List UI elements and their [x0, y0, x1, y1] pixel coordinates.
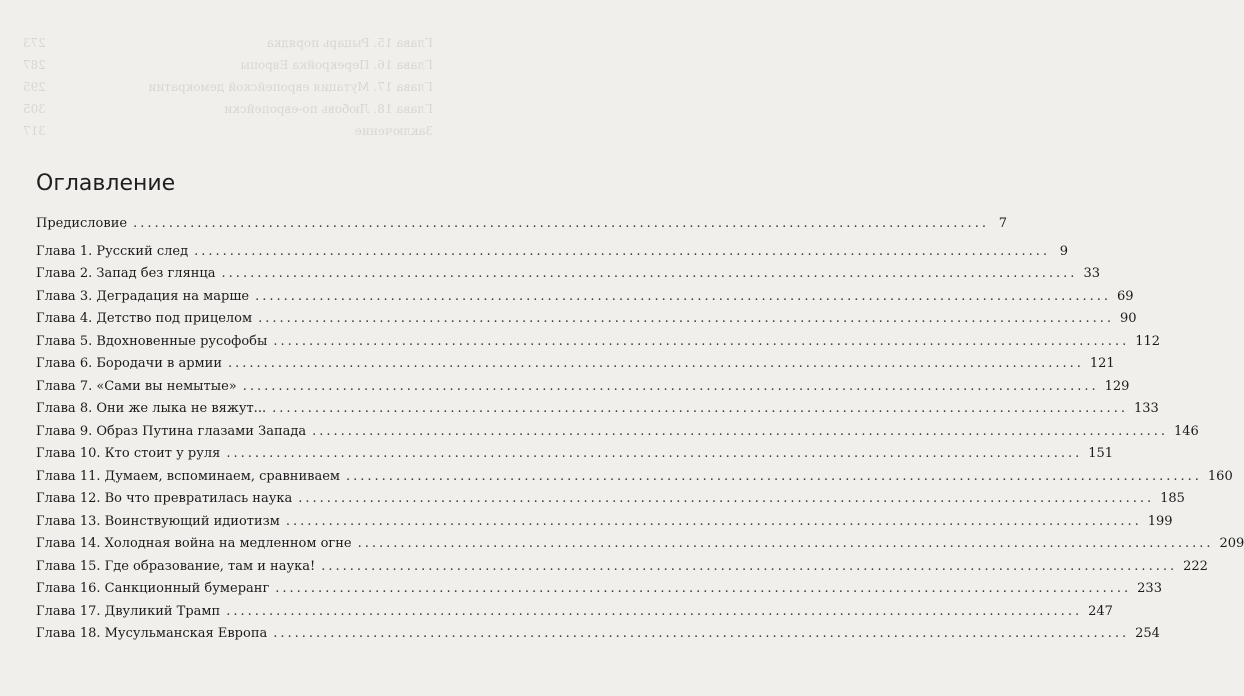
- dot-leader: ........................................................................................................................: [273, 334, 1130, 349]
- toc-entry-title: Глава 14. Холодная война на медленном огне: [36, 536, 352, 551]
- toc-entry-page: 151: [1088, 446, 1114, 461]
- toc-entry-title: Глава 8. Они же лыка не вяжут...: [36, 401, 267, 416]
- toc-entry-title: Глава 12. Во что превратилась наука: [36, 491, 293, 506]
- toc-entry-title: Глава 6. Бородачи в армии: [36, 356, 222, 371]
- toc-entry-page: 233: [1137, 581, 1162, 596]
- toc-entry-page: 209: [1219, 536, 1244, 551]
- toc-entry-page: 69: [1117, 289, 1134, 304]
- bleed-line: Глава 17. Мутация европейской демократии 295: [23, 80, 433, 94]
- dot-leader: ........................................................................................................................: [298, 491, 1155, 506]
- toc-entry-title: Глава 17. Двуликий Трамп: [36, 604, 221, 619]
- toc-entry-page: 129: [1104, 379, 1130, 394]
- dot-leader: ........................................................................................................................: [133, 216, 989, 231]
- toc-entry[interactable]: [36, 241, 1069, 263]
- toc-entry[interactable]: [36, 263, 1100, 285]
- dot-leader: ........................................................................................................................: [346, 469, 1202, 484]
- dot-leader: ........................................................................................................................: [228, 356, 1084, 371]
- toc-entry[interactable]: [36, 556, 1208, 578]
- toc-entry-title: Глава 16. Санкционный бумеранг: [36, 581, 270, 596]
- dot-leader: ........................................................................................................................: [273, 626, 1130, 641]
- toc-entry[interactable]: [36, 578, 1162, 600]
- dot-leader: ........................................................................................................................: [255, 289, 1112, 304]
- toc-entry[interactable]: [36, 601, 1113, 623]
- toc-entry-title: Глава 15. Где образование, там и наука!: [36, 559, 316, 574]
- dot-leader: ........................................................................................................................: [275, 581, 1132, 596]
- toc-entry-title: Глава 18. Мусульманская Европа: [36, 626, 268, 641]
- toc-entry[interactable]: [36, 331, 1161, 353]
- dot-leader: ........................................................................................................................: [226, 604, 1083, 619]
- toc-entry[interactable]: [36, 488, 1185, 510]
- toc-entry[interactable]: [36, 398, 1159, 420]
- toc-entry-title: Глава 7. «Сами вы немытые»: [36, 379, 237, 394]
- toc-entry[interactable]: [36, 308, 1137, 330]
- toc-entry[interactable]: [36, 213, 1007, 235]
- toc-entry-title: Глава 5. Вдохновенные русофобы: [36, 334, 268, 349]
- dot-leader: ........................................................................................................................: [312, 424, 1169, 439]
- toc-entry[interactable]: [36, 376, 1130, 398]
- toc-entry-title: Глава 2. Запад без глянца: [36, 266, 216, 281]
- bleed-line: Глава 18. Любовь по-европейски 305: [23, 102, 433, 116]
- toc-entry[interactable]: [36, 421, 1199, 443]
- toc-entry-page: 254: [1135, 626, 1160, 641]
- toc-entry[interactable]: [36, 623, 1160, 645]
- bleed-line: Заключение 317: [23, 124, 433, 138]
- toc-entry-page: 112: [1135, 334, 1161, 349]
- dot-leader: ........................................................................................................................: [357, 536, 1214, 551]
- dot-leader: ........................................................................................................................: [242, 379, 1099, 394]
- dot-leader: ........................................................................................................................: [221, 266, 1078, 281]
- bleed-line: Глава 16. Перекройка Европы 287: [23, 58, 433, 72]
- bleed-through-text: [0, 0, 455, 150]
- toc-entry[interactable]: [36, 443, 1114, 465]
- dot-leader: ........................................................................................................................: [226, 446, 1083, 461]
- toc-entry-page: 90: [1119, 311, 1137, 326]
- toc-entry[interactable]: [36, 286, 1134, 308]
- toc-entry-title: Глава 4. Детство под прицелом: [36, 311, 253, 326]
- toc-entry-page: 121: [1089, 356, 1115, 371]
- toc-entry-title: Глава 13. Воинствующий идиотизм: [36, 514, 280, 529]
- page-title: Оглавление: [36, 171, 176, 196]
- toc-entry-page: 33: [1083, 266, 1100, 281]
- toc-entry-title: Глава 10. Кто стоит у руля: [36, 446, 221, 461]
- toc-entry[interactable]: [36, 511, 1173, 533]
- dot-leader: ........................................................................................................................: [272, 401, 1128, 416]
- toc-entry-title: Глава 1. Русский след: [36, 244, 189, 259]
- toc-entry-page: 247: [1088, 604, 1113, 619]
- dot-leader: ........................................................................................................................: [285, 514, 1142, 529]
- dot-leader: ........................................................................................................................: [194, 244, 1051, 259]
- toc-entry-title: Глава 11. Думаем, вспоминаем, сравниваем: [36, 469, 341, 484]
- bleed-line: Глава 15. Рыцарь порядка 273: [23, 36, 433, 50]
- toc-entry-page: 222: [1183, 559, 1208, 574]
- toc-entry[interactable]: [36, 466, 1233, 488]
- toc-entry-title: Глава 9. Образ Путина глазами Запада: [36, 424, 307, 439]
- toc-entry-page: 7: [998, 216, 1007, 231]
- toc-entry-title: Глава 3. Деградация на марше: [36, 289, 250, 304]
- toc-entry-page: 146: [1174, 424, 1199, 439]
- dot-leader: ........................................................................................................................: [321, 559, 1178, 574]
- toc-entry[interactable]: [36, 533, 1244, 555]
- toc-entry-page: 160: [1207, 469, 1233, 484]
- toc-entry-page: 133: [1133, 401, 1159, 416]
- toc-entry-page: 9: [1059, 244, 1069, 259]
- dot-leader: ........................................................................................................................: [258, 311, 1114, 326]
- toc-entry-title: Предисловие: [36, 216, 128, 231]
- toc-entry-page: 185: [1160, 491, 1185, 506]
- toc-entry[interactable]: [36, 353, 1115, 375]
- toc-entry-page: 199: [1147, 514, 1173, 529]
